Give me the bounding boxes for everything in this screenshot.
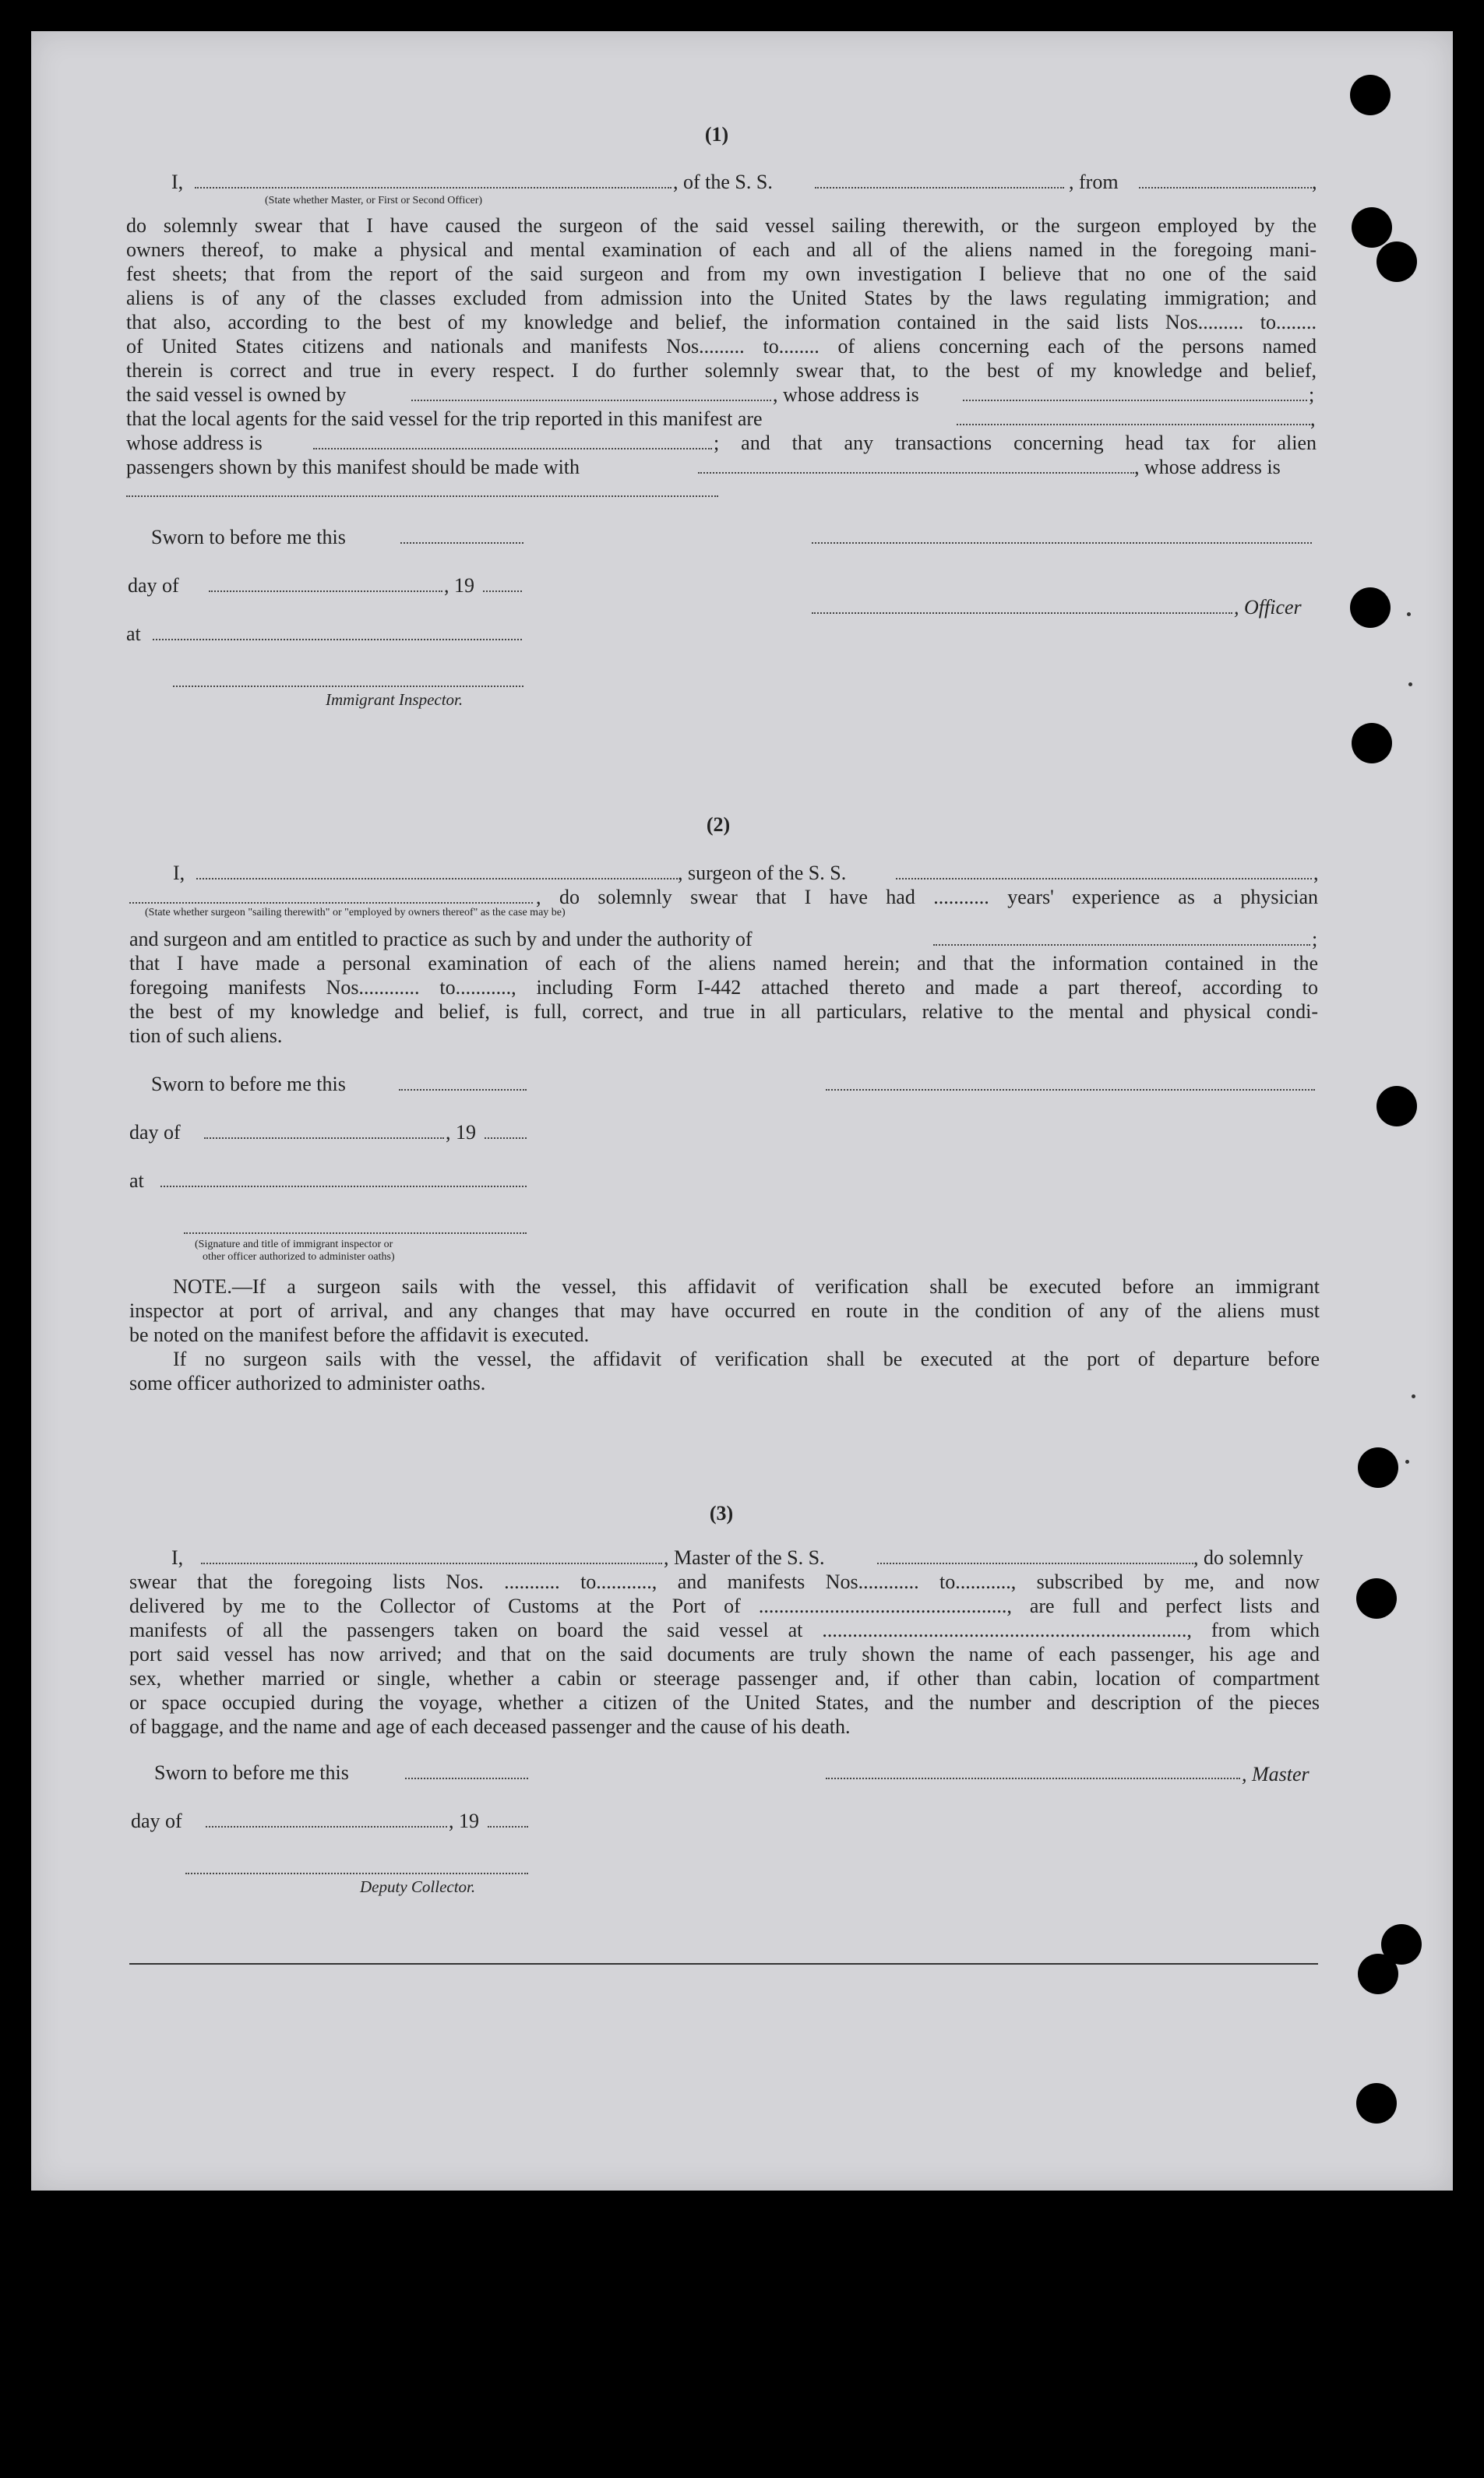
section-3-body-line: delivered by me to the Collector of Customs at the Port of ................................................., are full and perfect lists and <box>129 1595 1320 1617</box>
head-tax-address-field[interactable] <box>126 495 718 497</box>
master-label: , Master <box>1242 1763 1310 1785</box>
passengers-text: passengers shown by this manifest should be made with <box>126 456 580 478</box>
section-1-body-line: owners thereof, to make a physical and mental examination of each and all of the aliens named in the foregoing mani- <box>126 238 1317 261</box>
year-field[interactable] <box>483 590 522 592</box>
master-name-field[interactable] <box>201 1563 662 1564</box>
sworn-date-field[interactable] <box>400 542 523 544</box>
comma: , <box>1310 407 1316 430</box>
do-solemnly-label: , do solemnly <box>1193 1546 1303 1569</box>
sworn-date-field[interactable] <box>405 1778 528 1779</box>
sworn-date-field[interactable] <box>399 1089 527 1091</box>
day-of-field[interactable] <box>209 590 442 592</box>
from-port-field[interactable] <box>1139 187 1312 189</box>
day-of-field[interactable] <box>204 1137 444 1139</box>
punch-hole <box>1350 587 1391 628</box>
section-2-heading: (2) <box>706 813 731 836</box>
comma: , <box>1312 171 1317 193</box>
day-of-field[interactable] <box>206 1826 447 1828</box>
year-label: , 19 <box>449 1810 479 1832</box>
surgeon-status-field[interactable] <box>129 902 533 904</box>
dust-speck <box>1407 612 1411 616</box>
note-line: some officer authorized to administer oaths. <box>129 1372 486 1394</box>
dust-speck <box>1412 1394 1415 1398</box>
section-2-body-line: foregoing manifests Nos............ to..........., including Form I-442 attached thereto and made a part thereof, according to <box>129 976 1318 999</box>
whose-address-label: , whose address is <box>773 383 919 406</box>
note-line: be noted on the manifest before the affidavit is executed. <box>129 1324 590 1346</box>
vessel-name-field[interactable] <box>815 187 1064 189</box>
at-label: at <box>126 622 141 645</box>
whose-address-label: whose address is <box>126 432 263 454</box>
note-line: If no surgeon sails with the vessel, the affidavit of verification shall be executed at the port of departure before <box>173 1348 1320 1370</box>
punch-hole <box>1356 1578 1397 1619</box>
at-place-field[interactable] <box>160 1186 527 1187</box>
section-1-body-line: of United States citizens and nationals and manifests Nos......... to........ of aliens concerning each of the persons named <box>126 335 1317 358</box>
section-3-heading: (3) <box>709 1502 734 1525</box>
master-of-label: , Master of the S. S. <box>664 1546 825 1569</box>
affiant-label: I, <box>171 171 184 193</box>
comma: , <box>1313 862 1319 884</box>
punch-hole <box>1358 1447 1398 1488</box>
years-experience-text: , do solemnly swear that I have had ........... years' experience as a physician <box>536 886 1318 908</box>
sworn-label: Sworn to before me this <box>151 526 346 548</box>
punch-hole <box>1356 2083 1397 2124</box>
dust-speck <box>1408 682 1412 686</box>
year-field[interactable] <box>488 1826 528 1828</box>
local-agents-label: that the local agents for the said vessel for the trip reported in this manifest are <box>126 407 763 430</box>
section-3-body-line: port said vessel has now arrived; and that on the said documents are truly shown the name of each passenger, his age and <box>129 1643 1320 1666</box>
sworn-label: Sworn to before me this <box>154 1761 349 1784</box>
officer-label: , Officer <box>1234 596 1302 619</box>
vessel-name-field[interactable] <box>877 1563 1193 1564</box>
affiant-label: I, <box>171 1546 184 1569</box>
at-place-field[interactable] <box>153 639 522 640</box>
section-1-body-line: do solemnly swear that I have caused the surgeon of the said vessel sailing therewith, or the surgeon employed by the <box>126 214 1317 237</box>
owner-address-field[interactable] <box>963 400 1307 401</box>
dust-speck <box>1405 1460 1409 1464</box>
section-1-body-line: aliens is of any of the classes excluded from admission into the United States by the laws regulating immigration; and <box>126 287 1317 309</box>
officer-name-field[interactable] <box>195 187 672 189</box>
surgeon-name-field[interactable] <box>196 878 678 879</box>
punch-hole <box>1352 207 1392 248</box>
signature-title-note: (Signature and title of immigrant inspector or <box>195 1239 393 1250</box>
section-2-body-line: that I have made a personal examination of each of the aliens named herein; and that the information contained in the <box>129 952 1318 975</box>
from-label: , from <box>1069 171 1119 193</box>
day-of-label: day of <box>131 1810 182 1832</box>
inspector-signature-field[interactable] <box>173 686 523 687</box>
officer-signature-field[interactable] <box>184 1232 527 1234</box>
section-1-body-line: fest sheets; that from the report of the said surgeon and from my own investigation I believe that no one of the said <box>126 263 1317 285</box>
punch-hole <box>1376 1086 1417 1126</box>
semicolon: ; <box>1312 928 1318 950</box>
immigrant-inspector-label: Immigrant Inspector. <box>326 690 464 709</box>
day-of-label: day of <box>128 574 179 597</box>
officer-title-field[interactable] <box>812 612 1232 614</box>
section-3-body-line: sex, whether married or single, whether a cabin or steerage passenger and, if other than cabin, location of compartment <box>129 1667 1320 1690</box>
at-label: at <box>129 1169 144 1192</box>
section-2-body-line: the best of my knowledge and belief, is full, correct, and true in all particulars, relative to the mental and physical condi- <box>129 1000 1318 1023</box>
punch-hole <box>1352 723 1392 763</box>
day-of-label: day of <box>129 1121 181 1144</box>
local-agents-field[interactable] <box>957 424 1310 425</box>
section-3-body-line: swear that the foregoing lists Nos. ........... to..........., and manifests Nos............ to..........., subscribed by me, and now <box>129 1570 1320 1593</box>
head-tax-text: ; and that any transactions concerning head tax for alien <box>714 432 1317 454</box>
collector-signature-field[interactable] <box>185 1873 528 1874</box>
authority-field[interactable] <box>933 944 1310 946</box>
year-label: , 19 <box>444 574 474 597</box>
note-line: inspector at port of arrival, and any changes that may have occurred en route in the condition of any of the aliens must <box>129 1299 1320 1322</box>
year-field[interactable] <box>485 1137 527 1139</box>
section-3-body-line: of baggage, and the name and age of each deceased passenger and the cause of his death. <box>129 1715 851 1738</box>
vessel-name-field[interactable] <box>896 878 1312 879</box>
surgeon-status-note: (State whether surgeon "sailing therewith" or "employed by owners thereof" as the case may be) <box>145 907 566 918</box>
punch-hole <box>1350 75 1391 115</box>
section-1-body-line: that also, according to the best of my knowledge and belief, the information contained in the said lists Nos......... to........ <box>126 311 1317 333</box>
year-label: , 19 <box>446 1121 476 1144</box>
section-3-body-line: or space occupied during the voyage, whether a citizen of the United States, and the number and description of the pieces <box>129 1691 1320 1714</box>
sworn-label: Sworn to before me this <box>151 1073 346 1095</box>
affiant-label: I, <box>173 862 185 884</box>
punch-hole <box>1376 241 1417 282</box>
surgeon-signature-field[interactable] <box>826 1089 1315 1091</box>
section-1-body-line: therein is correct and true in every respect. I do further solemnly swear that, to the best of my knowledge and belief, <box>126 359 1317 382</box>
authority-label: and surgeon and am entitled to practice as such by and under the authority of <box>129 928 753 950</box>
agents-address-field[interactable] <box>313 448 712 449</box>
signature-title-note: other officer authorized to administer oaths) <box>203 1251 395 1263</box>
section-3-body-line: manifests of all the passengers taken on board the said vessel at ........................................................................, from which <box>129 1619 1320 1641</box>
semicolon: ; <box>1309 383 1315 406</box>
note-line: NOTE.—If a surgeon sails with the vessel, this affidavit of verification shall be executed before an immigrant <box>173 1275 1320 1298</box>
owner-field[interactable] <box>411 400 771 401</box>
officer-signature-field[interactable] <box>812 542 1312 544</box>
master-signature-field[interactable] <box>826 1778 1240 1779</box>
whose-address-label: , whose address is <box>1134 456 1281 478</box>
punch-hole <box>1358 1954 1398 1994</box>
deputy-collector-label: Deputy Collector. <box>360 1877 476 1896</box>
owned-by-label: the said vessel is owned by <box>126 383 347 406</box>
of-ss-label: , of the S. S. <box>673 171 773 193</box>
section-1-heading: (1) <box>704 123 729 146</box>
head-tax-agent-field[interactable] <box>698 472 1134 474</box>
surgeon-of-label: , surgeon of the S. S. <box>678 862 847 884</box>
section-2-body-line: tion of such aliens. <box>129 1024 283 1047</box>
officer-rank-note: (State whether Master, or First or Second Officer) <box>265 195 483 206</box>
bottom-rule <box>129 1963 1318 1965</box>
